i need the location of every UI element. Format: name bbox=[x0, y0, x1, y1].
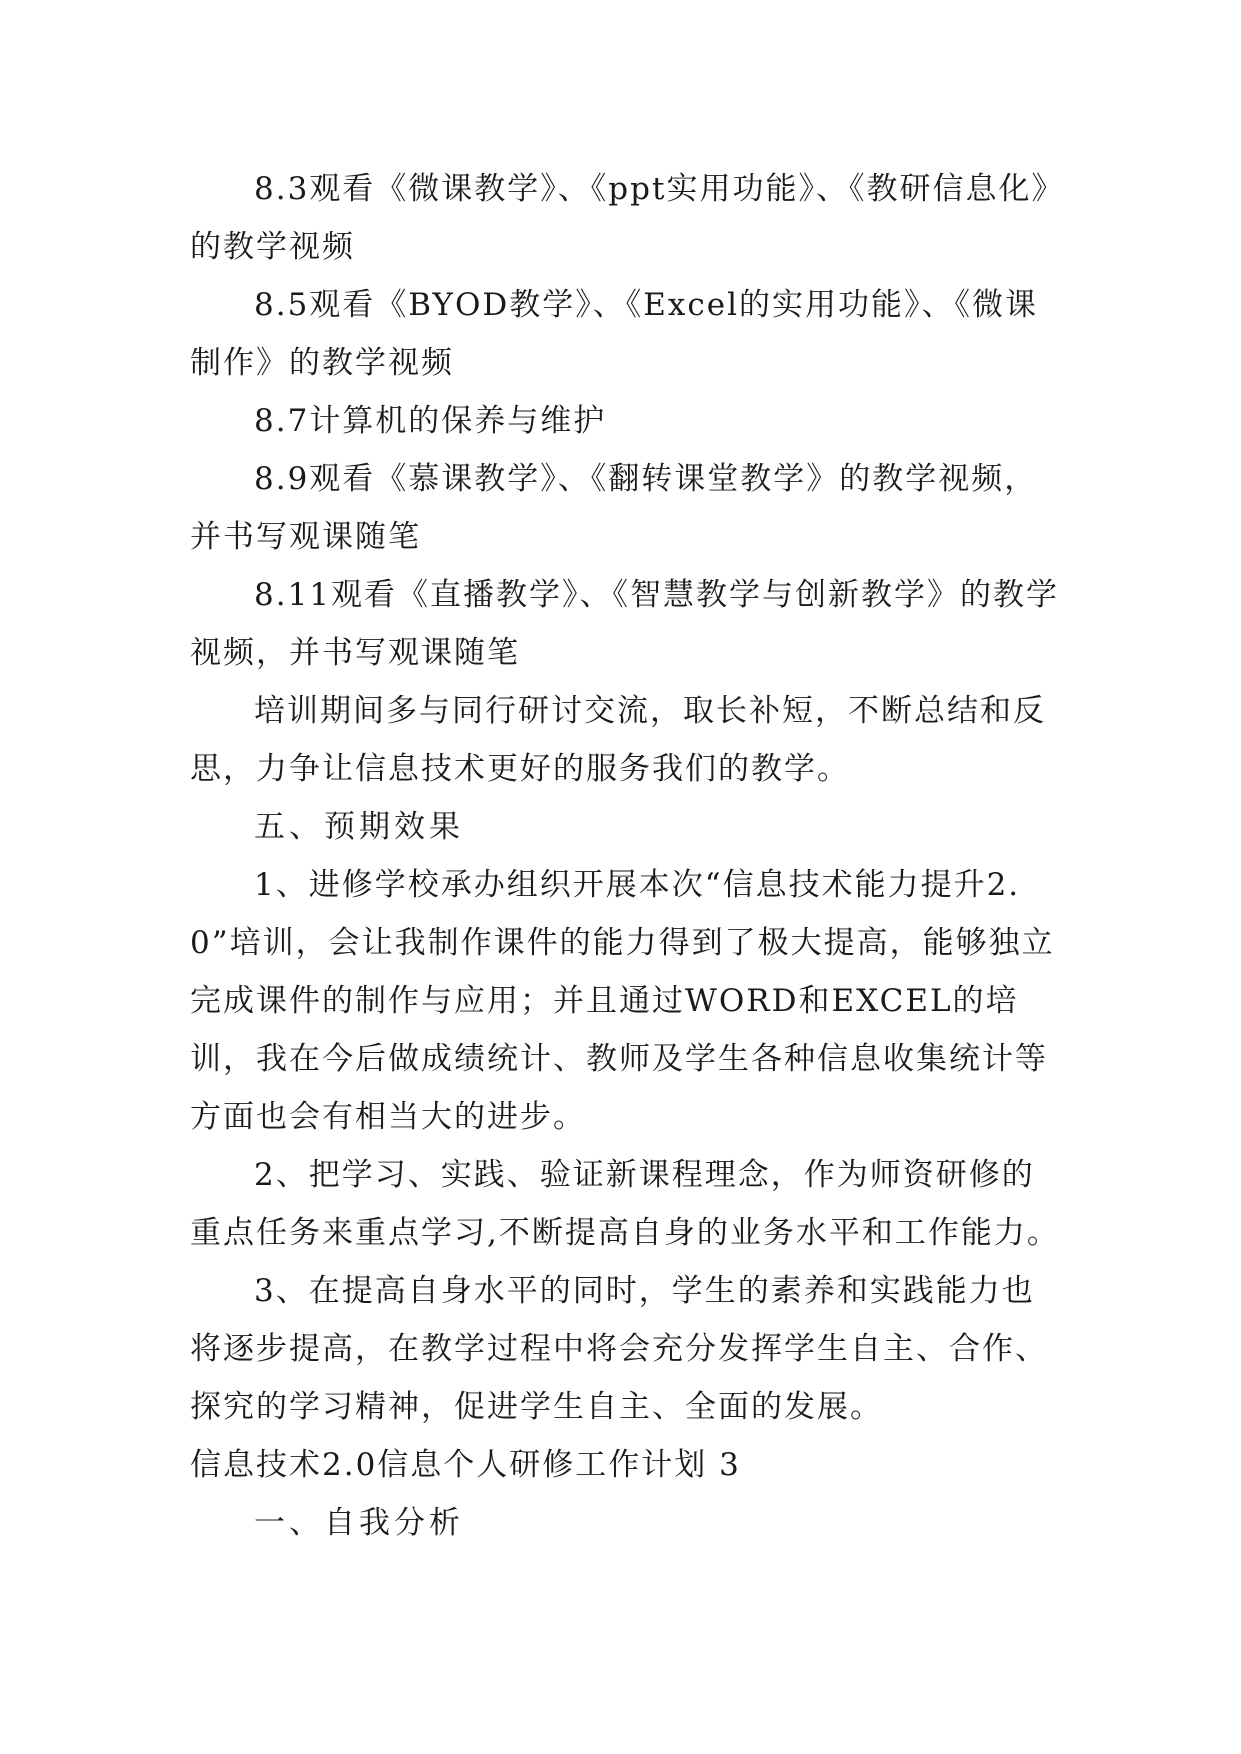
paragraph-8-3: 8.3观看《微课教学》、《ppt实用功能》、《教研信息化》的教学视频 bbox=[190, 171, 1049, 265]
document-body bbox=[190, 160, 1060, 1552]
paragraph-8-11: 8.11观看《直播教学》、《智慧教学与创新教学》的教学视频，并书写观课随笔 bbox=[190, 577, 1060, 671]
section-heading-self-analysis: 一、自我分析 bbox=[254, 1505, 464, 1541]
paragraph-result-2: 2、把学习、实践、验证新课程理念，作为师资研修的重点任务来重点学习,不断提高自身的业务水平和工作能力。 bbox=[190, 1157, 1060, 1251]
paragraph-result-1: 1、进修学校承办组织开展本次“信息技术能力提升2.0”培训，会让我制作课件的能力得到了极大提高，能够独立完成课件的制作与应用；并且通过WORD和EXCEL的培训，我在今后做成绩统计、教师及学生各种信息收集统计等方面也会有相当大的进步。 bbox=[190, 867, 1055, 1135]
section-heading-expected-results: 五、预期效果 bbox=[254, 809, 464, 845]
paragraph-8-7: 8.7计算机的保养与维护 bbox=[254, 403, 607, 439]
plan-title: 信息技术2.0信息个人研修工作计划 3 bbox=[190, 1447, 741, 1483]
paragraph-8-9: 8.9观看《慕课教学》、《翻转课堂教学》的教学视频，并书写观课随笔 bbox=[190, 461, 1038, 555]
paragraph-training-exchange: 培训期间多与同行研讨交流，取长补短，不断总结和反思，力争让信息技术更好的服务我们的教学。 bbox=[190, 693, 1046, 787]
paragraph-result-3: 3、在提高自身水平的同时，学生的素养和实践能力也将逐步提高，在教学过程中将会充分发挥学生自主、合作、探究的学习精神，促进学生自主、全面的发展。 bbox=[190, 1273, 1048, 1425]
paragraph-8-5: 8.5观看《BYOD教学》、《Excel的实用功能》、《微课制作》的教学视频 bbox=[190, 287, 1039, 381]
